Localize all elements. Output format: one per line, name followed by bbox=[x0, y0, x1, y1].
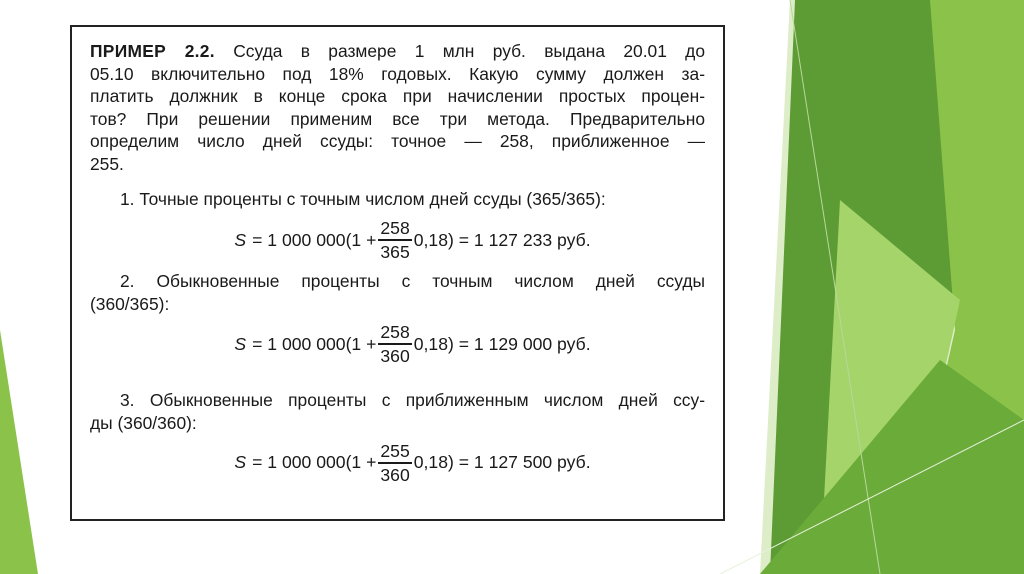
formula-variable: S bbox=[234, 229, 247, 250]
fraction-denominator: 365 bbox=[380, 242, 410, 263]
formula-suffix: 0,18) = 1 129 000 руб. bbox=[413, 333, 591, 354]
method-2-formula bbox=[120, 315, 705, 373]
formula-variable: S bbox=[234, 452, 247, 473]
method-3-formula bbox=[120, 435, 705, 491]
fraction-numerator: 255 bbox=[378, 440, 411, 464]
fraction bbox=[378, 217, 411, 263]
problem-statement bbox=[90, 40, 705, 176]
method-2-heading: 2. Обыкновенные проценты с точным числом дней ссуды (360/365): bbox=[90, 271, 705, 314]
fraction bbox=[378, 440, 411, 486]
fraction-denominator: 360 bbox=[380, 346, 410, 367]
formula-prefix: = 1 000 000(1 + bbox=[252, 229, 377, 250]
example-title: ПРИМЕР 2.2. bbox=[90, 41, 215, 61]
intro-line-3: платить должник в конце срока при начислении простых процен- bbox=[90, 86, 705, 107]
intro-line-4: тов? При решении применим все три метода. Предварительно bbox=[90, 108, 705, 129]
fraction bbox=[378, 321, 411, 367]
formula-variable: S bbox=[234, 333, 247, 354]
intro-line-1: Ссуда в размере 1 млн руб. выдана 20.01 до bbox=[214, 41, 705, 61]
intro-line-6: 255. bbox=[90, 153, 124, 174]
formula-prefix: = 1 000 000(1 + bbox=[252, 452, 377, 473]
formula-suffix: 0,18) = 1 127 500 руб. bbox=[413, 452, 591, 473]
intro-line-5: определим число дней ссуды: точное — 258, приближенное — bbox=[90, 131, 705, 152]
intro-line-2: 05.10 включительно под 18% годовых. Какую сумму должен за- bbox=[90, 63, 705, 84]
fraction-denominator: 360 bbox=[380, 464, 410, 485]
method-1-formula bbox=[120, 210, 705, 270]
fraction-numerator: 258 bbox=[378, 321, 411, 345]
method-1-heading: 1. Точные проценты с точным числом дней ссуды (365/365): bbox=[120, 188, 606, 209]
example-card bbox=[70, 25, 725, 521]
fraction-numerator: 258 bbox=[378, 217, 411, 241]
formula-prefix: = 1 000 000(1 + bbox=[252, 333, 377, 354]
method-3-heading: 3. Обыкновенные проценты с приближенным числом дней ссу- ды (360/360): bbox=[90, 390, 705, 433]
left-green-strip bbox=[0, 330, 38, 574]
formula-suffix: 0,18) = 1 127 233 руб. bbox=[413, 229, 591, 250]
